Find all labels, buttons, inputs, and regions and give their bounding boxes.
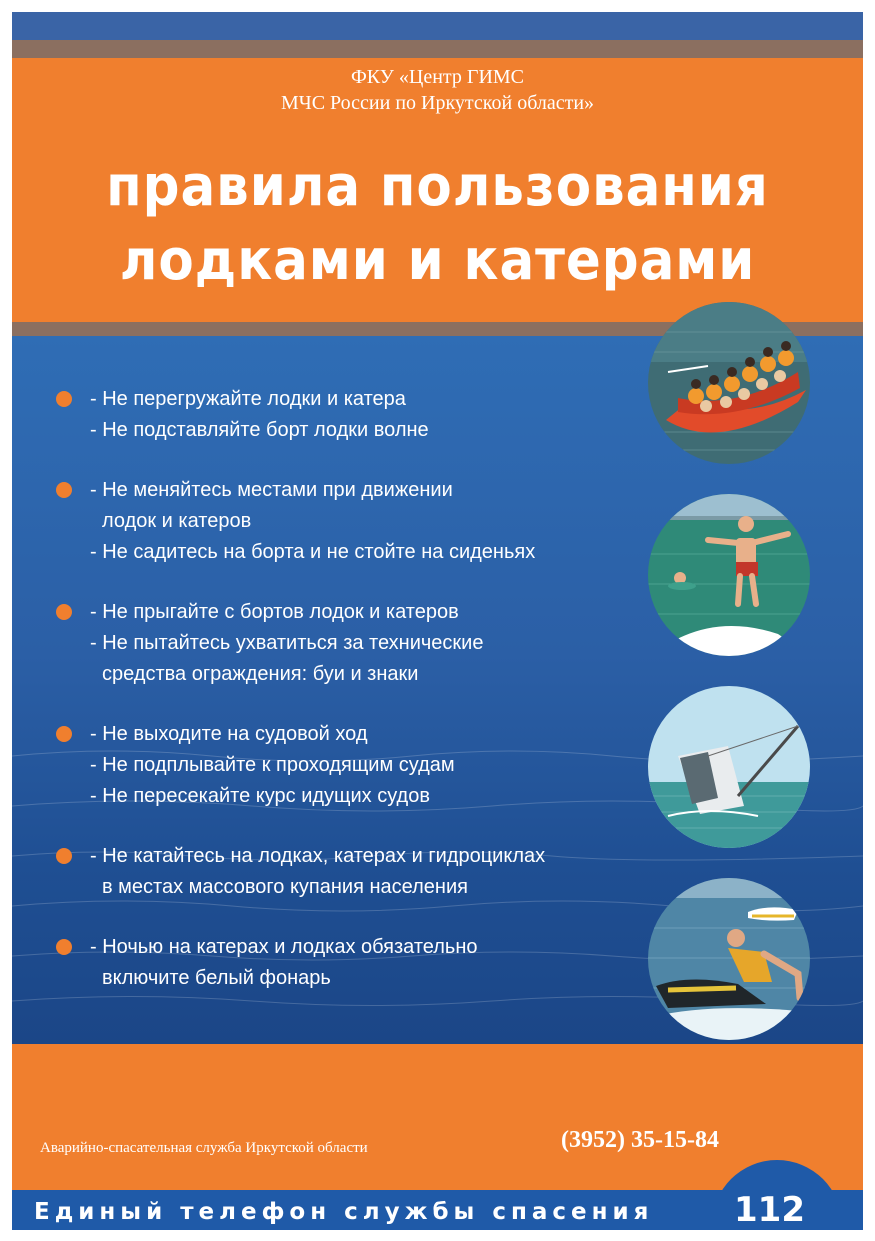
rule-group-4 <box>56 719 616 812</box>
rule-line: включите белый фонарь <box>102 967 331 989</box>
rule-line: - Не подплывайте к проходящим судам <box>90 754 455 776</box>
rule-line: - Не пересекайте курс идущих судов <box>90 785 430 807</box>
bullet-icon <box>56 482 72 498</box>
rule-group-1 <box>56 384 616 446</box>
org-line-2: МЧС России по Иркутской области» <box>280 92 595 114</box>
rule-line: - Не катайтесь на лодках, катерах и гидроциклах <box>90 845 546 867</box>
rule-line: - Ночью на катерах и лодках обязательно <box>90 936 478 958</box>
rule-line: средства ограждения: буи и знаки <box>102 663 419 685</box>
bullet-icon <box>56 726 72 742</box>
rule-line: - Не перегружайте лодки и катера <box>90 388 406 410</box>
poster-title <box>46 150 829 298</box>
title-line-2: лодками и катерами <box>119 228 756 293</box>
rescue-service-name: Аварийно-спасательная служба Иркутской области <box>40 1140 368 1156</box>
bullet-icon <box>56 604 72 620</box>
rule-line: в местах массового купания населения <box>102 876 468 898</box>
rules-list <box>56 384 616 1023</box>
rule-line: - Не прыгайте с бортов лодок и катеров <box>90 601 459 623</box>
jet-ski-photo <box>648 878 810 1040</box>
sinking-boat-photo <box>648 686 810 848</box>
top-brown-stripe <box>12 40 863 58</box>
rule-group-6 <box>56 932 616 994</box>
rule-group-5 <box>56 841 616 903</box>
raft-photo <box>648 302 810 464</box>
bullet-icon <box>56 848 72 864</box>
rule-line: - Не меняйтесь местами при движении <box>90 479 453 501</box>
rule-line: - Не выходите на судовой ход <box>90 723 368 745</box>
top-stripe <box>12 12 863 40</box>
title-line-1: правила пользования <box>106 154 769 219</box>
poster <box>12 12 863 1230</box>
rule-line: - Не садитесь на борта и не стойте на сиденьях <box>90 541 536 563</box>
bullet-icon <box>56 391 72 407</box>
emergency-number: 112 <box>734 1190 805 1230</box>
rescue-phone-number: (3952) 35-15-84 <box>561 1127 719 1153</box>
jump-photo <box>648 494 810 656</box>
bullet-icon <box>56 939 72 955</box>
org-line-1: ФКУ «Центр ГИМС <box>350 66 525 88</box>
organization-name <box>12 64 863 116</box>
rule-group-3 <box>56 597 616 690</box>
rule-line: - Не пытайтесь ухватиться за технические <box>90 632 484 654</box>
rule-line: лодок и катеров <box>102 510 252 532</box>
rule-line: - Не подставляйте борт лодки волне <box>90 419 429 441</box>
footer-band <box>12 1044 863 1190</box>
rule-group-2 <box>56 475 616 568</box>
unified-rescue-phone-label: Единый телефон службы спасения <box>34 1199 654 1225</box>
